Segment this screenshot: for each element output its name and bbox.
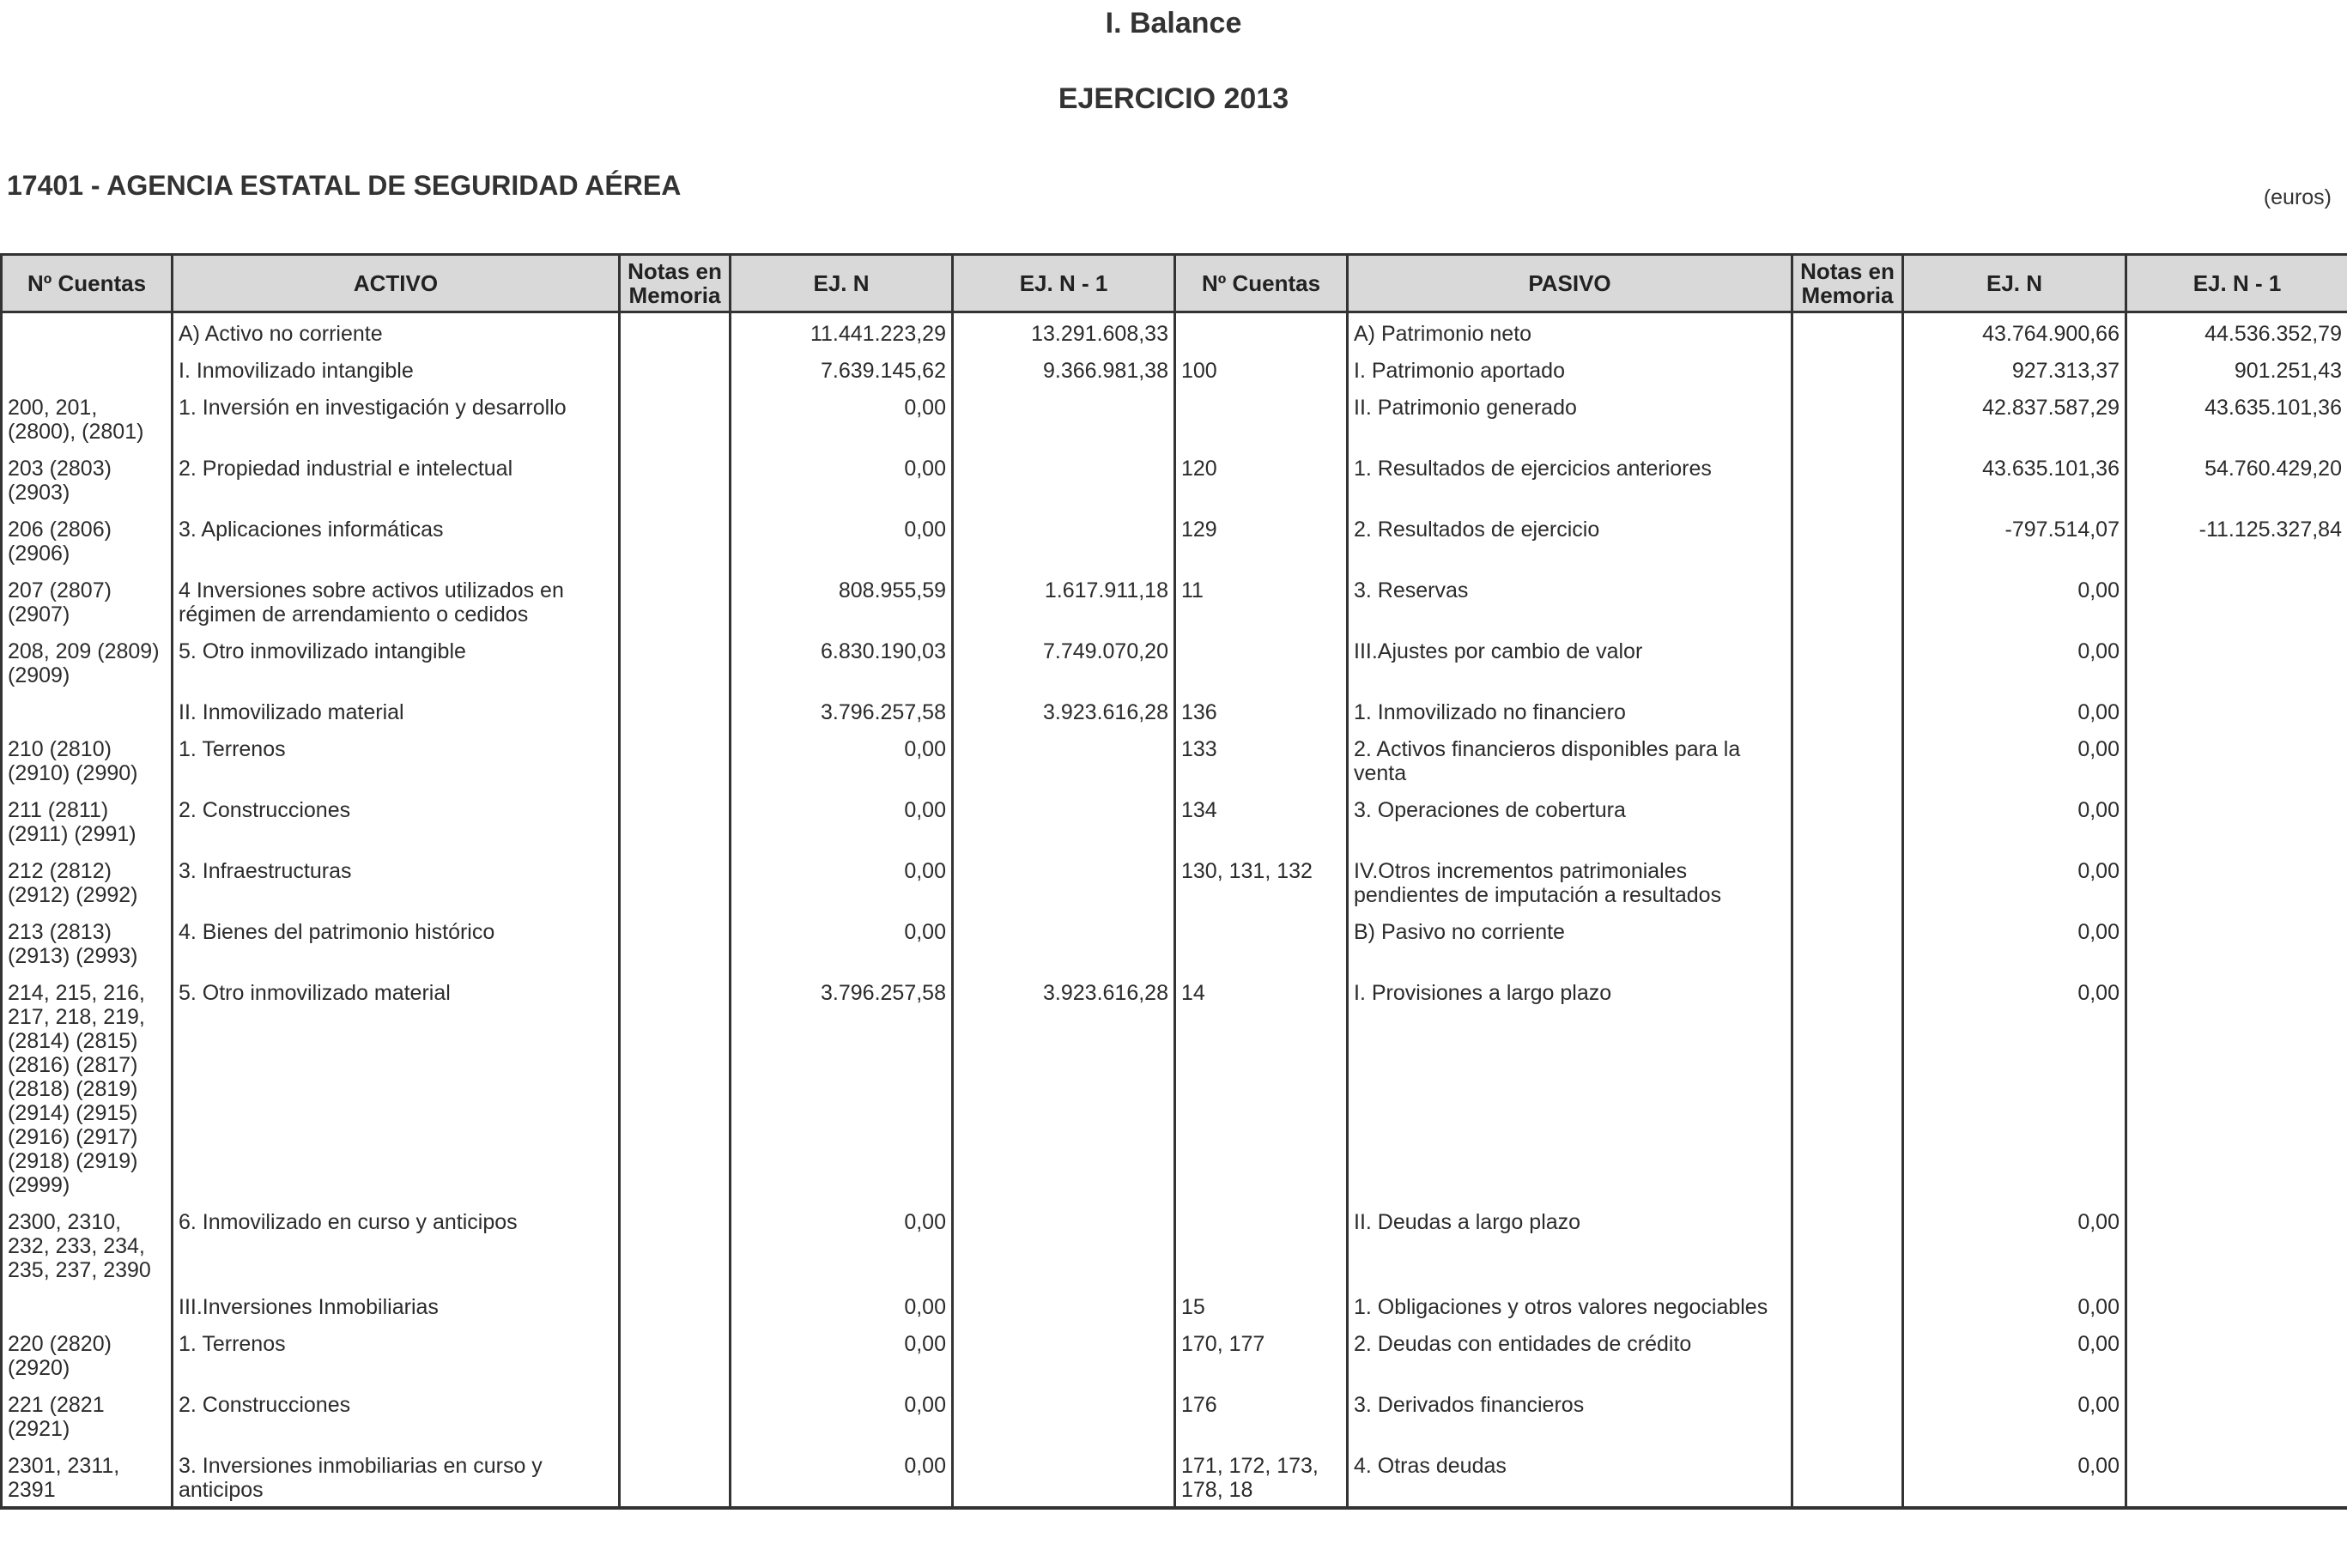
- activo-ej-n-cell: 0,00: [731, 448, 953, 509]
- pasivo-ej-n1-cell: [2126, 790, 2347, 851]
- activo-cuentas-cell: 213 (2813) (2913) (2993): [2, 911, 173, 972]
- table-row: [2, 1384, 2347, 1445]
- activo-label-cell: 4. Bienes del patrimonio histórico: [173, 911, 620, 972]
- activo-label-cell: 2. Construcciones: [173, 790, 620, 851]
- table-row: [2, 1202, 2347, 1286]
- activo-ej-n-cell: 3.796.257,58: [731, 972, 953, 1202]
- pasivo-ej-n-cell: 43.635.101,36: [1903, 448, 2126, 509]
- pasivo-cuentas-cell: [1175, 1202, 1348, 1286]
- activo-ej-n-cell: 6.830.190,03: [731, 631, 953, 692]
- activo-notas-cell: [620, 1445, 731, 1508]
- activo-cuentas-cell: [2, 692, 173, 729]
- page-subtitle: EJERCICIO 2013: [1058, 82, 1289, 115]
- pasivo-cuentas-cell: 120: [1175, 448, 1348, 509]
- activo-ej-n-cell: 7.639.145,62: [731, 350, 953, 387]
- table-row: [2, 631, 2347, 692]
- activo-ej-n1-cell: [953, 1445, 1175, 1508]
- table-row: [2, 1323, 2347, 1384]
- activo-cuentas-cell: [2, 350, 173, 387]
- pasivo-label-cell: 3. Operaciones de cobertura: [1348, 790, 1792, 851]
- activo-ej-n-cell: 0,00: [731, 1323, 953, 1384]
- pasivo-notas-cell: [1792, 509, 1903, 570]
- col-header-activo-ej-n1: EJ. N - 1: [953, 255, 1175, 312]
- table-row: [2, 911, 2347, 972]
- pasivo-notas-cell: [1792, 350, 1903, 387]
- col-header-activo-ej-n: EJ. N: [731, 255, 953, 312]
- activo-label-cell: A) Activo no corriente: [173, 312, 620, 351]
- pasivo-ej-n-cell: 0,00: [1903, 1202, 2126, 1286]
- activo-ej-n1-cell: [953, 1286, 1175, 1323]
- pasivo-label-cell: II. Patrimonio generado: [1348, 387, 1792, 448]
- pasivo-cuentas-cell: 14: [1175, 972, 1348, 1202]
- activo-ej-n1-cell: [953, 911, 1175, 972]
- activo-notas-cell: [620, 692, 731, 729]
- activo-label-cell: 1. Terrenos: [173, 729, 620, 790]
- pasivo-label-cell: 4. Otras deudas: [1348, 1445, 1792, 1508]
- activo-ej-n-cell: 0,00: [731, 729, 953, 790]
- activo-ej-n1-cell: 9.366.981,38: [953, 350, 1175, 387]
- pasivo-label-cell: 1. Obligaciones y otros valores negociables: [1348, 1286, 1792, 1323]
- activo-cuentas-cell: 221 (2821 (2921): [2, 1384, 173, 1445]
- pasivo-ej-n-cell: 0,00: [1903, 790, 2126, 851]
- pasivo-notas-cell: [1792, 387, 1903, 448]
- activo-notas-cell: [620, 1286, 731, 1323]
- activo-label-cell: 4 Inversiones sobre activos utilizados en régimen de arrendamiento o cedidos: [173, 570, 620, 631]
- pasivo-notas-cell: [1792, 312, 1903, 351]
- table-row: [2, 851, 2347, 911]
- activo-notas-cell: [620, 1384, 731, 1445]
- col-header-pasivo-ej-n: EJ. N: [1903, 255, 2126, 312]
- pasivo-label-cell: 2. Resultados de ejercicio: [1348, 509, 1792, 570]
- pasivo-notas-cell: [1792, 1384, 1903, 1445]
- activo-notas-cell: [620, 509, 731, 570]
- pasivo-cuentas-cell: 170, 177: [1175, 1323, 1348, 1384]
- activo-ej-n-cell: 808.955,59: [731, 570, 953, 631]
- activo-ej-n1-cell: [953, 729, 1175, 790]
- pasivo-ej-n1-cell: [2126, 1445, 2347, 1508]
- activo-cuentas-cell: 214, 215, 216, 217, 218, 219, (2814) (2815) (2816) (2817) (2818) (2819) (2914) (2915) (2916) (2917) (2918) (2919) (2999): [2, 972, 173, 1202]
- activo-ej-n1-cell: [953, 1384, 1175, 1445]
- pasivo-ej-n-cell: 0,00: [1903, 911, 2126, 972]
- pasivo-ej-n-cell: 0,00: [1903, 1286, 2126, 1323]
- page-title: I. Balance: [1105, 7, 1242, 39]
- activo-ej-n-cell: 0,00: [731, 509, 953, 570]
- pasivo-cuentas-cell: [1175, 911, 1348, 972]
- activo-ej-n-cell: 0,00: [731, 1445, 953, 1508]
- pasivo-notas-cell: [1792, 692, 1903, 729]
- activo-notas-cell: [620, 790, 731, 851]
- units-label: (euros): [2263, 185, 2332, 209]
- activo-ej-n-cell: 0,00: [731, 387, 953, 448]
- pasivo-cuentas-cell: 176: [1175, 1384, 1348, 1445]
- pasivo-cuentas-cell: 129: [1175, 509, 1348, 570]
- activo-notas-cell: [620, 570, 731, 631]
- pasivo-notas-cell: [1792, 911, 1903, 972]
- col-header-pasivo: PASIVO: [1348, 255, 1792, 312]
- pasivo-ej-n1-cell: [2126, 911, 2347, 972]
- activo-cuentas-cell: 220 (2820) (2920): [2, 1323, 173, 1384]
- activo-ej-n1-cell: 3.923.616,28: [953, 692, 1175, 729]
- pasivo-ej-n-cell: 0,00: [1903, 570, 2126, 631]
- pasivo-ej-n-cell: -797.514,07: [1903, 509, 2126, 570]
- activo-cuentas-cell: 207 (2807) (2907): [2, 570, 173, 631]
- pasivo-cuentas-cell: [1175, 387, 1348, 448]
- pasivo-cuentas-cell: 11: [1175, 570, 1348, 631]
- activo-label-cell: 3. Aplicaciones informáticas: [173, 509, 620, 570]
- pasivo-cuentas-cell: 15: [1175, 1286, 1348, 1323]
- balance-table: [0, 253, 2347, 1510]
- activo-cuentas-cell: 211 (2811) (2911) (2991): [2, 790, 173, 851]
- pasivo-label-cell: 3. Reservas: [1348, 570, 1792, 631]
- pasivo-cuentas-cell: 100: [1175, 350, 1348, 387]
- activo-label-cell: II. Inmovilizado material: [173, 692, 620, 729]
- activo-cuentas-cell: 203 (2803) (2903): [2, 448, 173, 509]
- pasivo-ej-n-cell: 0,00: [1903, 729, 2126, 790]
- pasivo-notas-cell: [1792, 729, 1903, 790]
- pasivo-ej-n-cell: 0,00: [1903, 851, 2126, 911]
- pasivo-cuentas-cell: 133: [1175, 729, 1348, 790]
- pasivo-label-cell: I. Provisiones a largo plazo: [1348, 972, 1792, 1202]
- pasivo-ej-n-cell: 0,00: [1903, 1323, 2126, 1384]
- activo-notas-cell: [620, 729, 731, 790]
- activo-cuentas-cell: 206 (2806) (2906): [2, 509, 173, 570]
- pasivo-notas-cell: [1792, 851, 1903, 911]
- pasivo-ej-n-cell: 0,00: [1903, 692, 2126, 729]
- pasivo-notas-cell: [1792, 1286, 1903, 1323]
- pasivo-ej-n1-cell: [2126, 1384, 2347, 1445]
- activo-ej-n1-cell: [953, 1323, 1175, 1384]
- pasivo-label-cell: IV.Otros incrementos patrimoniales pendientes de imputación a resultados: [1348, 851, 1792, 911]
- activo-cuentas-cell: [2, 312, 173, 351]
- pasivo-ej-n1-cell: [2126, 570, 2347, 631]
- pasivo-ej-n-cell: 0,00: [1903, 631, 2126, 692]
- pasivo-ej-n-cell: 43.764.900,66: [1903, 312, 2126, 351]
- pasivo-label-cell: III.Ajustes por cambio de valor: [1348, 631, 1792, 692]
- pasivo-ej-n1-cell: 43.635.101,36: [2126, 387, 2347, 448]
- col-header-activo: ACTIVO: [173, 255, 620, 312]
- pasivo-ej-n-cell: 927.313,37: [1903, 350, 2126, 387]
- activo-label-cell: I. Inmovilizado intangible: [173, 350, 620, 387]
- pasivo-notas-cell: [1792, 1202, 1903, 1286]
- activo-notas-cell: [620, 851, 731, 911]
- activo-ej-n-cell: 0,00: [731, 1384, 953, 1445]
- pasivo-ej-n1-cell: [2126, 1286, 2347, 1323]
- pasivo-ej-n1-cell: [2126, 729, 2347, 790]
- col-header-activo-cuentas: Nº Cuentas: [2, 255, 173, 312]
- activo-label-cell: 2. Propiedad industrial e intelectual: [173, 448, 620, 509]
- activo-cuentas-cell: [2, 1286, 173, 1323]
- pasivo-label-cell: A) Patrimonio neto: [1348, 312, 1792, 351]
- pasivo-ej-n1-cell: [2126, 692, 2347, 729]
- activo-ej-n-cell: 11.441.223,29: [731, 312, 953, 351]
- table-row: [2, 509, 2347, 570]
- activo-notas-cell: [620, 631, 731, 692]
- activo-cuentas-cell: 200, 201, (2800), (2801): [2, 387, 173, 448]
- table-row: [2, 790, 2347, 851]
- activo-ej-n-cell: 3.796.257,58: [731, 692, 953, 729]
- activo-cuentas-cell: 212 (2812) (2912) (2992): [2, 851, 173, 911]
- pasivo-label-cell: B) Pasivo no corriente: [1348, 911, 1792, 972]
- activo-notas-cell: [620, 1202, 731, 1286]
- pasivo-ej-n1-cell: [2126, 851, 2347, 911]
- pasivo-cuentas-cell: [1175, 631, 1348, 692]
- activo-notas-cell: [620, 911, 731, 972]
- pasivo-notas-cell: [1792, 1323, 1903, 1384]
- pasivo-label-cell: 2. Activos financieros disponibles para la venta: [1348, 729, 1792, 790]
- activo-cuentas-cell: 210 (2810) (2910) (2990): [2, 729, 173, 790]
- col-header-pasivo-cuentas: Nº Cuentas: [1175, 255, 1348, 312]
- pasivo-label-cell: 3. Derivados financieros: [1348, 1384, 1792, 1445]
- pasivo-cuentas-cell: 130, 131, 132: [1175, 851, 1348, 911]
- pasivo-ej-n1-cell: [2126, 631, 2347, 692]
- table-row: [2, 312, 2347, 351]
- pasivo-ej-n1-cell: [2126, 1202, 2347, 1286]
- pasivo-notas-cell: [1792, 631, 1903, 692]
- entity-name: 17401 - AGENCIA ESTATAL DE SEGURIDAD AÉREA: [7, 170, 682, 201]
- pasivo-ej-n-cell: 0,00: [1903, 1384, 2126, 1445]
- table-row: [2, 570, 2347, 631]
- activo-ej-n1-cell: 1.617.911,18: [953, 570, 1175, 631]
- table-row: [2, 1286, 2347, 1323]
- activo-ej-n1-cell: 13.291.608,33: [953, 312, 1175, 351]
- pasivo-ej-n1-cell: 54.760.429,20: [2126, 448, 2347, 509]
- activo-ej-n1-cell: 7.749.070,20: [953, 631, 1175, 692]
- pasivo-cuentas-cell: 171, 172, 173, 178, 18: [1175, 1445, 1348, 1508]
- activo-label-cell: 3. Inversiones inmobiliarias en curso y anticipos: [173, 1445, 620, 1508]
- col-header-activo-notas: Notas en Memoria: [620, 255, 731, 312]
- pasivo-label-cell: I. Patrimonio aportado: [1348, 350, 1792, 387]
- activo-ej-n-cell: 0,00: [731, 851, 953, 911]
- pasivo-label-cell: 2. Deudas con entidades de crédito: [1348, 1323, 1792, 1384]
- pasivo-cuentas-cell: 134: [1175, 790, 1348, 851]
- activo-notas-cell: [620, 312, 731, 351]
- pasivo-notas-cell: [1792, 1445, 1903, 1508]
- activo-notas-cell: [620, 972, 731, 1202]
- activo-cuentas-cell: 208, 209 (2809) (2909): [2, 631, 173, 692]
- col-header-pasivo-notas: Notas en Memoria: [1792, 255, 1903, 312]
- activo-ej-n1-cell: [953, 509, 1175, 570]
- pasivo-label-cell: 1. Inmovilizado no financiero: [1348, 692, 1792, 729]
- activo-ej-n1-cell: [953, 387, 1175, 448]
- pasivo-ej-n-cell: 0,00: [1903, 972, 2126, 1202]
- activo-ej-n-cell: 0,00: [731, 1202, 953, 1286]
- activo-label-cell: III.Inversiones Inmobiliarias: [173, 1286, 620, 1323]
- pasivo-notas-cell: [1792, 972, 1903, 1202]
- activo-label-cell: 1. Terrenos: [173, 1323, 620, 1384]
- activo-ej-n1-cell: 3.923.616,28: [953, 972, 1175, 1202]
- pasivo-notas-cell: [1792, 790, 1903, 851]
- activo-label-cell: 5. Otro inmovilizado intangible: [173, 631, 620, 692]
- table-row: [2, 972, 2347, 1202]
- activo-ej-n1-cell: [953, 851, 1175, 911]
- table-row: [2, 387, 2347, 448]
- pasivo-label-cell: 1. Resultados de ejercicios anteriores: [1348, 448, 1792, 509]
- table-row: [2, 729, 2347, 790]
- activo-ej-n1-cell: [953, 448, 1175, 509]
- pasivo-cuentas-cell: [1175, 312, 1348, 351]
- table-row: [2, 448, 2347, 509]
- pasivo-ej-n-cell: 42.837.587,29: [1903, 387, 2126, 448]
- table-row: [2, 1445, 2347, 1508]
- activo-cuentas-cell: 2301, 2311, 2391: [2, 1445, 173, 1508]
- pasivo-notas-cell: [1792, 448, 1903, 509]
- activo-notas-cell: [620, 1323, 731, 1384]
- pasivo-notas-cell: [1792, 570, 1903, 631]
- activo-ej-n1-cell: [953, 1202, 1175, 1286]
- activo-label-cell: 1. Inversión en investigación y desarrollo: [173, 387, 620, 448]
- activo-label-cell: 2. Construcciones: [173, 1384, 620, 1445]
- pasivo-ej-n-cell: 0,00: [1903, 1445, 2126, 1508]
- activo-ej-n-cell: 0,00: [731, 1286, 953, 1323]
- activo-ej-n1-cell: [953, 790, 1175, 851]
- activo-ej-n-cell: 0,00: [731, 790, 953, 851]
- activo-label-cell: 6. Inmovilizado en curso y anticipos: [173, 1202, 620, 1286]
- table-header-row: [2, 255, 2347, 312]
- table-row: [2, 350, 2347, 387]
- activo-notas-cell: [620, 387, 731, 448]
- pasivo-label-cell: II. Deudas a largo plazo: [1348, 1202, 1792, 1286]
- activo-notas-cell: [620, 448, 731, 509]
- pasivo-cuentas-cell: 136: [1175, 692, 1348, 729]
- activo-notas-cell: [620, 350, 731, 387]
- pasivo-ej-n1-cell: [2126, 1323, 2347, 1384]
- activo-ej-n-cell: 0,00: [731, 911, 953, 972]
- activo-label-cell: 5. Otro inmovilizado material: [173, 972, 620, 1202]
- col-header-pasivo-ej-n1: EJ. N - 1: [2126, 255, 2347, 312]
- pasivo-ej-n1-cell: -11.125.327,84: [2126, 509, 2347, 570]
- activo-cuentas-cell: 2300, 2310, 232, 233, 234, 235, 237, 2390: [2, 1202, 173, 1286]
- pasivo-ej-n1-cell: [2126, 972, 2347, 1202]
- pasivo-ej-n1-cell: 901.251,43: [2126, 350, 2347, 387]
- activo-label-cell: 3. Infraestructuras: [173, 851, 620, 911]
- pasivo-ej-n1-cell: 44.536.352,79: [2126, 312, 2347, 351]
- table-row: [2, 692, 2347, 729]
